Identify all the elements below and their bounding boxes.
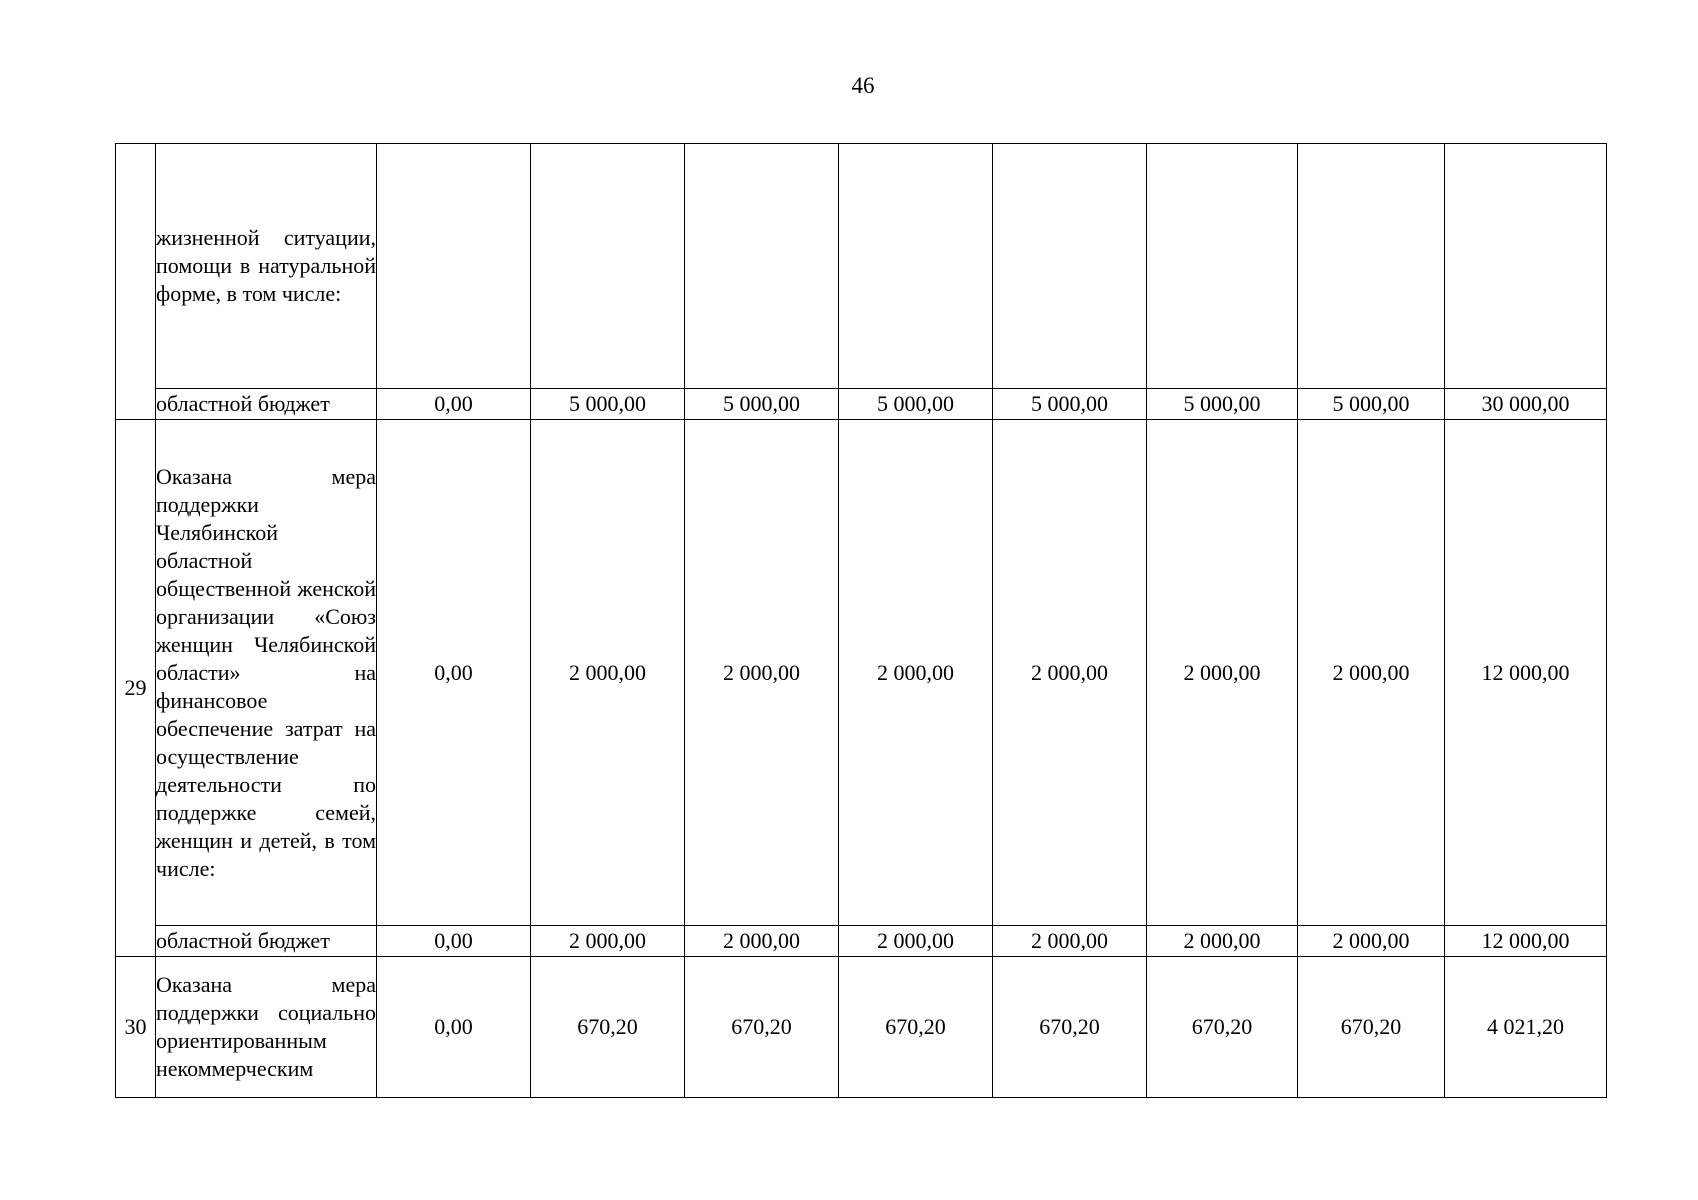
value-cell: 4 021,20 xyxy=(1445,957,1607,1098)
value-cell: 2 000,00 xyxy=(1298,926,1445,957)
value-cell xyxy=(993,144,1147,389)
value-cell: 670,20 xyxy=(1147,957,1298,1098)
value-cell: 2 000,00 xyxy=(839,420,993,926)
value-cell: 2 000,00 xyxy=(531,420,685,926)
value-cell xyxy=(531,144,685,389)
value-cell: 0,00 xyxy=(377,420,531,926)
value-cell: 5 000,00 xyxy=(1298,389,1445,420)
value-cell: 5 000,00 xyxy=(839,389,993,420)
row-description-text: жизненной ситуации, помощи в натуральной форме, в том числе: xyxy=(156,225,376,306)
value-cell: 670,20 xyxy=(1298,957,1445,1098)
value-cell xyxy=(377,144,531,389)
table-row-budget xyxy=(116,926,1607,957)
value-cell: 2 000,00 xyxy=(531,926,685,957)
budget-table xyxy=(115,143,1607,1098)
table-row-budget xyxy=(116,389,1607,420)
value-cell xyxy=(839,144,993,389)
value-cell: 2 000,00 xyxy=(839,926,993,957)
row-description xyxy=(156,420,377,926)
value-cell: 2 000,00 xyxy=(1147,420,1298,926)
value-cell: 12 000,00 xyxy=(1445,926,1607,957)
value-cell: 2 000,00 xyxy=(993,926,1147,957)
value-cell: 0,00 xyxy=(377,389,531,420)
value-cell: 670,20 xyxy=(839,957,993,1098)
row-description-text: Оказана мера поддержки социально ориентированным некоммерческим xyxy=(156,972,376,1081)
value-cell: 670,20 xyxy=(531,957,685,1098)
table-row-continuation xyxy=(116,144,1607,389)
value-cell: 5 000,00 xyxy=(1147,389,1298,420)
page-number: 46 xyxy=(851,73,875,98)
row-description xyxy=(156,957,377,1098)
value-cell xyxy=(1298,144,1445,389)
value-cell xyxy=(685,144,839,389)
value-cell: 30 000,00 xyxy=(1445,389,1607,420)
value-cell: 5 000,00 xyxy=(531,389,685,420)
value-cell xyxy=(1445,144,1607,389)
value-cell: 0,00 xyxy=(377,926,531,957)
budget-label: областной бюджет xyxy=(156,926,377,957)
table-row-30 xyxy=(116,957,1607,1098)
row-description-text: Оказана мера поддержки Челябинской областной общественной женской организации «Союз женщин Челябинской области» на финансовое обеспечение затрат на осуществление деятельности по поддержке семей, женщин и детей, в том числе: xyxy=(156,463,376,881)
value-cell: 2 000,00 xyxy=(993,420,1147,926)
value-cell: 670,20 xyxy=(685,957,839,1098)
value-cell: 0,00 xyxy=(377,957,531,1098)
value-cell: 670,20 xyxy=(993,957,1147,1098)
value-cell: 12 000,00 xyxy=(1445,420,1607,926)
row-description xyxy=(156,144,377,389)
value-cell: 5 000,00 xyxy=(993,389,1147,420)
value-cell: 2 000,00 xyxy=(685,420,839,926)
budget-label: областной бюджет xyxy=(156,389,377,420)
value-cell: 2 000,00 xyxy=(685,926,839,957)
value-cell: 2 000,00 xyxy=(1147,926,1298,957)
value-cell: 2 000,00 xyxy=(1298,420,1445,926)
value-cell: 5 000,00 xyxy=(685,389,839,420)
value-cell xyxy=(1147,144,1298,389)
table-row-29 xyxy=(116,420,1607,926)
row-number-cell xyxy=(116,144,156,420)
row-number-cell: 29 xyxy=(116,420,156,957)
row-number-cell: 30 xyxy=(116,957,156,1098)
